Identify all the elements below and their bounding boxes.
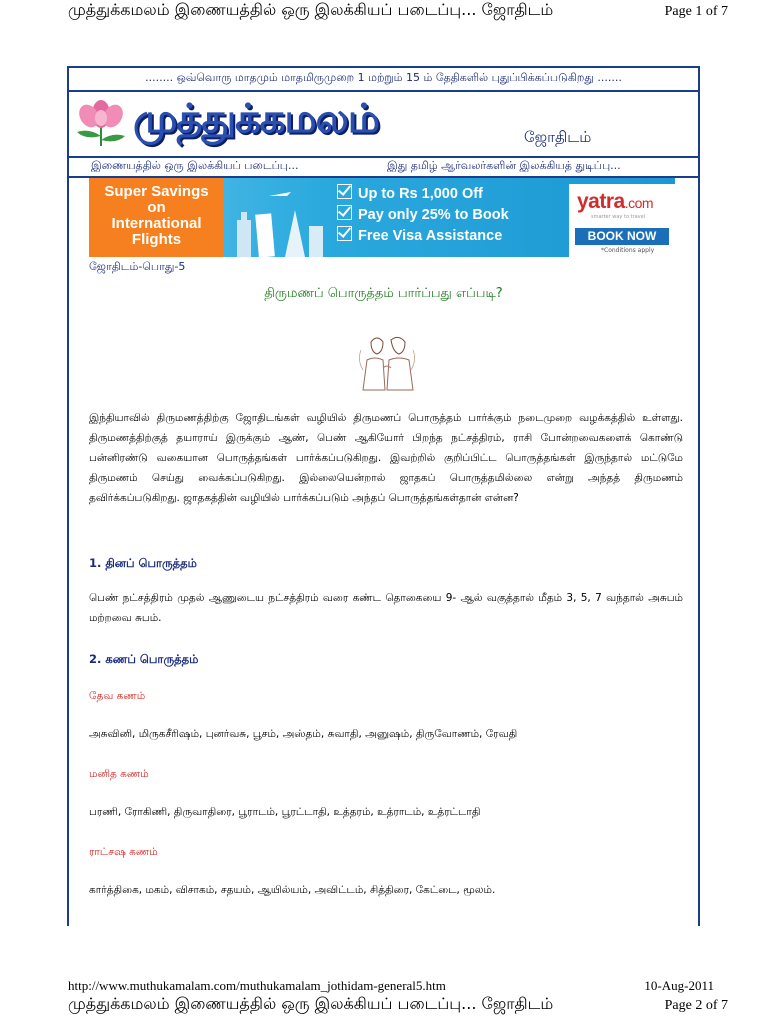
yatra-logo-suffix: .com bbox=[624, 195, 654, 211]
star-list: பரணி, ரோகிணி, திருவாதிரை, பூராடம், பூரட்டாதி, உத்தரம், உத்ராடம், உத்ரட்டாதி bbox=[89, 806, 481, 818]
breadcrumb[interactable]: ஜோதிடம்-பொது-5 bbox=[89, 260, 186, 273]
checkbox-icon bbox=[337, 205, 352, 220]
print-header bbox=[68, 0, 728, 22]
tagline-right: இது தமிழ் ஆர்வலர்களின் இலக்கியத் துடிப்பு... bbox=[387, 159, 621, 172]
print-footer-page: Page 2 of 7 bbox=[664, 998, 728, 1013]
landmarks-icon bbox=[229, 190, 329, 257]
ad-headline-line: on bbox=[147, 199, 166, 216]
star-list: கார்த்திகை, மகம், விசாகம், சதயம், ஆயில்யம், அவிட்டம், சித்திரை, கேட்டை, மூலம். bbox=[89, 884, 496, 896]
gana-label: ராட்சஷ கணம் bbox=[89, 846, 158, 858]
ad-headline-line: Flights bbox=[131, 231, 182, 248]
masthead bbox=[69, 90, 698, 156]
star-list: அசுவினி, மிருகசீரிஷம், புனர்வசு, பூசம், அஸ்தம், சுவாதி, அனுஷம், திருவோணம், ரேவதி bbox=[89, 728, 518, 740]
couple-illustration-icon bbox=[353, 330, 421, 396]
ad-offer-text: Up to Rs 1,000 Off bbox=[358, 186, 483, 202]
page-frame bbox=[67, 66, 700, 926]
ad-offer-item bbox=[337, 226, 509, 247]
section-label: ஜோதிடம் bbox=[524, 128, 592, 146]
section-text: பெண் நட்சத்திரம் முதல் ஆணுடைய நட்சத்திரம் வரை கண்ட தொகையை 9- ஆல் வகுத்தால் மீதம் 3, 5, 7 வந்தால் அசுபம் மற்றவை சுபம். bbox=[89, 592, 683, 624]
yatra-banner-ad[interactable] bbox=[89, 178, 675, 257]
gana-label: மனித கணம் bbox=[89, 768, 149, 780]
ad-brand-panel bbox=[569, 184, 675, 257]
gana-label: தேவ கணம் bbox=[89, 690, 146, 702]
ad-headline-line: Super Savings bbox=[104, 183, 209, 200]
section-heading: 1. தினப் பொருத்தம் bbox=[89, 556, 197, 570]
ad-offer-item bbox=[337, 205, 509, 226]
ad-offers bbox=[337, 184, 509, 247]
print-header-title: முத்துக்கமலம் இணையத்தில் ஒரு இலக்கியப் படைப்பு... ஜோதிடம் bbox=[68, 0, 554, 19]
print-header-page: Page 1 of 7 bbox=[664, 4, 728, 19]
ad-offer-text: Free Visa Assistance bbox=[358, 228, 503, 244]
article-title: திருமணப் பொருத்தம் பார்ப்பது எப்படி? bbox=[264, 286, 503, 301]
ad-conditions: *Conditions apply bbox=[601, 247, 655, 254]
intro-paragraph: இந்தியாவில் திருமணத்திற்கு ஜோதிடங்கள் வழியில் திருமணப் பொருத்தம் பார்க்கும் நடைமுறை வழக்கத்தில் உள்ளது. திருமணத்திற்குத் தயாராய் இருக்கும் ஆண், பெண் ஆகியோர் பிறந்த நட்சத்திரம், ராசி போன்றவைகளைக் கொண்டு பன்னிரண்டு வகையான பொருத்தங்கள் பார்க்கப்படுகிறது. இவற்றில் குறிப்பிட்ட பொருத்தங்கள் இருந்தால் மட்டுமே திருமணம் செய்து வைக்கப்படுகிறது. இல்லையென்றால் ஜாதகப் பொருத்தமில்லை என்று அந்தத் திருமணம் தவிர்க்கப்படுகிறது. ஜாதகத்தின் வழியில் பார்க்கப்படும் அந்தப் பொருத்தங்கள்தான் என்ன? bbox=[89, 412, 683, 504]
section-heading: 2. கணப் பொருத்தம் bbox=[89, 652, 199, 666]
ad-offer-text: Pay only 25% to Book bbox=[358, 207, 509, 223]
yatra-logo-text: yatra bbox=[577, 190, 625, 213]
ad-headline-line: International bbox=[111, 215, 202, 232]
book-now-button[interactable]: BOOK NOW bbox=[575, 228, 669, 245]
lotus-logo-icon[interactable] bbox=[71, 96, 131, 152]
ad-offer-item bbox=[337, 184, 509, 205]
yatra-logo bbox=[577, 190, 653, 214]
checkbox-icon bbox=[337, 226, 352, 241]
tagline-left: இணையத்தில் ஒரு இலக்கியப் படைப்பு... bbox=[91, 159, 299, 172]
print-footer bbox=[68, 978, 714, 994]
tagline-bar bbox=[69, 156, 698, 178]
update-ticker: ........ ஒவ்வொரு மாதமும் மாதமிருமுறை 1 மற்றும் 15 ம் தேதிகளில் புதுப்பிக்கப்படுகிறது ....... bbox=[69, 68, 698, 92]
site-logo-text[interactable]: முத்துக்கமலம் bbox=[133, 96, 379, 142]
print-date: 10-Aug-2011 bbox=[644, 978, 714, 993]
checkbox-icon bbox=[337, 184, 352, 199]
page-url: http://www.muthukamalam.com/muthukamalam_jothidam-general5.htm bbox=[68, 978, 446, 993]
print-footer-title: முத்துக்கமலம் இணையத்தில் ஒரு இலக்கியப் படைப்பு... ஜோதிடம் bbox=[68, 994, 554, 1013]
ad-headline bbox=[89, 178, 224, 257]
yatra-tagline: smarter way to travel bbox=[591, 214, 646, 220]
print-footer-title-bar bbox=[68, 994, 728, 1015]
